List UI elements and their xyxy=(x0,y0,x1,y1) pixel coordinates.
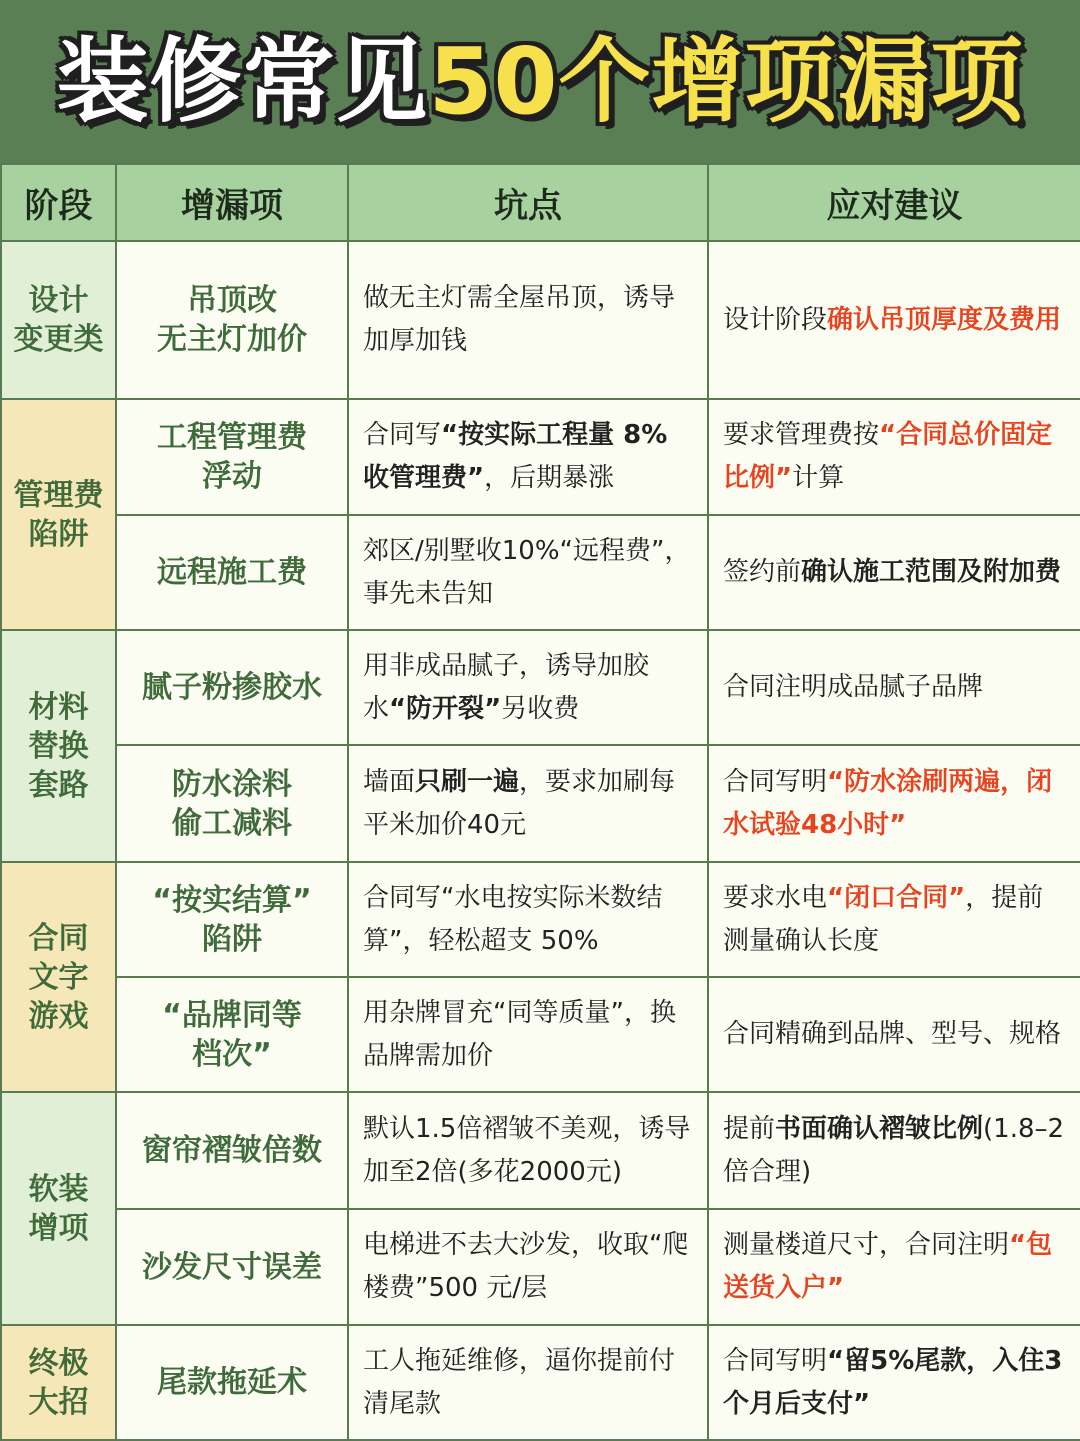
table-row xyxy=(1,241,1080,399)
advice-emphasis: 书面确认褶皱比例 xyxy=(775,1113,984,1144)
table-row xyxy=(1,862,1080,977)
stage-cell: 材料 替换 套路 xyxy=(1,630,116,862)
advice-emphasis: “留5%尾款，入住3个月后支付” xyxy=(723,1345,1063,1419)
stage-cell: 设计 变更类 xyxy=(1,241,116,399)
advice-cell: 要求水电“闭口合同”，提前测量确认长度 xyxy=(708,862,1080,977)
advice-cell: 提前书面确认褶皱比例(1.8–2倍合理) xyxy=(708,1092,1080,1209)
table-row xyxy=(1,1092,1080,1209)
item-cell: 吊顶改 无主灯加价 xyxy=(116,241,348,399)
advice-cell: 合同写明“留5%尾款，入住3个月后支付” xyxy=(708,1325,1080,1440)
table-row xyxy=(1,399,1080,515)
advice-highlight: “防水涂刷两遍，闭水试验48小时” xyxy=(723,766,1053,840)
header-stage: 阶段 xyxy=(1,164,116,241)
checklist-table xyxy=(0,163,1080,1441)
stage-cell: 管理费 陷阱 xyxy=(1,399,116,630)
advice-highlight: “合同总价固定比例” xyxy=(723,420,1053,493)
pitfall-cell: 郊区/别墅收10%“远程费”，事先未告知 xyxy=(348,515,708,630)
advice-highlight: “闭口合同” xyxy=(827,882,966,913)
item-cell: “按实结算” 陷阱 xyxy=(116,862,348,977)
header-item: 增漏项 xyxy=(116,164,348,241)
pitfall-cell: 用非成品腻子，诱导加胶水“防开裂”另收费 xyxy=(348,630,708,745)
advice-cell: 测量楼道尺寸，合同注明“包送货入户” xyxy=(708,1209,1080,1325)
title-part-white: 装修常见 xyxy=(56,27,429,135)
table-row xyxy=(1,630,1080,745)
pitfall-cell: 墙面只刷一遍，要求加刷每平米加价40元 xyxy=(348,745,708,862)
title-part-yellow: 50个增项漏项 xyxy=(428,27,1024,135)
advice-highlight: “包送货入户” xyxy=(723,1230,1053,1303)
pitfall-cell: 合同写“按实际工程量 8%收管理费”，后期暴涨 xyxy=(348,399,708,515)
advice-highlight: 确认吊顶厚度及费用 xyxy=(827,304,1062,335)
item-cell: 工程管理费 浮动 xyxy=(116,399,348,515)
item-cell: 窗帘褶皱倍数 xyxy=(116,1092,348,1209)
stage-cell: 合同 文字 游戏 xyxy=(1,862,116,1092)
pitfall-cell: 合同写“水电按实际米数结算”，轻松超支 50% xyxy=(348,862,708,977)
table-row xyxy=(1,1325,1080,1440)
advice-cell: 要求管理费按“合同总价固定比例”计算 xyxy=(708,399,1080,515)
table-row xyxy=(1,1209,1080,1325)
page-title xyxy=(0,0,1080,163)
advice-cell: 合同写明“防水涂刷两遍，闭水试验48小时” xyxy=(708,745,1080,862)
table-row xyxy=(1,977,1080,1092)
item-cell: 腻子粉掺胶水 xyxy=(116,630,348,745)
table-header-row xyxy=(1,164,1080,241)
advice-cell: 设计阶段确认吊顶厚度及费用 xyxy=(708,241,1080,399)
pitfall-emphasis: “防开裂” xyxy=(389,693,502,724)
advice-cell: 签约前确认施工范围及附加费 xyxy=(708,515,1080,630)
table-row xyxy=(1,745,1080,862)
table-row xyxy=(1,515,1080,630)
item-cell: 防水涂料 偷工减料 xyxy=(116,745,348,862)
header-pitfall: 坑点 xyxy=(348,164,708,241)
advice-cell: 合同精确到品牌、型号、规格 xyxy=(708,977,1080,1092)
pitfall-cell: 默认1.5倍褶皱不美观，诱导加至2倍(多花2000元) xyxy=(348,1092,708,1209)
advice-cell: 合同注明成品腻子品牌 xyxy=(708,630,1080,745)
advice-emphasis: 确认施工范围及附加费 xyxy=(801,557,1062,587)
item-cell: 远程施工费 xyxy=(116,515,348,630)
pitfall-cell: 电梯进不去大沙发，收取“爬楼费”500 元/层 xyxy=(348,1209,708,1325)
item-cell: 沙发尺寸误差 xyxy=(116,1209,348,1325)
stage-cell: 软装 增项 xyxy=(1,1092,116,1325)
item-cell: 尾款拖延术 xyxy=(116,1325,348,1440)
pitfall-emphasis: “按实际工程量 8%收管理费” xyxy=(363,420,668,493)
pitfall-cell: 用杂牌冒充“同等质量”，换品牌需加价 xyxy=(348,977,708,1092)
pitfall-cell: 工人拖延维修，逼你提前付清尾款 xyxy=(348,1325,708,1440)
item-cell: “品牌同等 档次” xyxy=(116,977,348,1092)
header-advice: 应对建议 xyxy=(708,164,1080,241)
stage-cell: 终极 大招 xyxy=(1,1325,116,1440)
pitfall-emphasis: 只刷一遍 xyxy=(415,766,520,797)
pitfall-cell: 做无主灯需全屋吊顶，诱导加厚加钱 xyxy=(348,241,708,399)
